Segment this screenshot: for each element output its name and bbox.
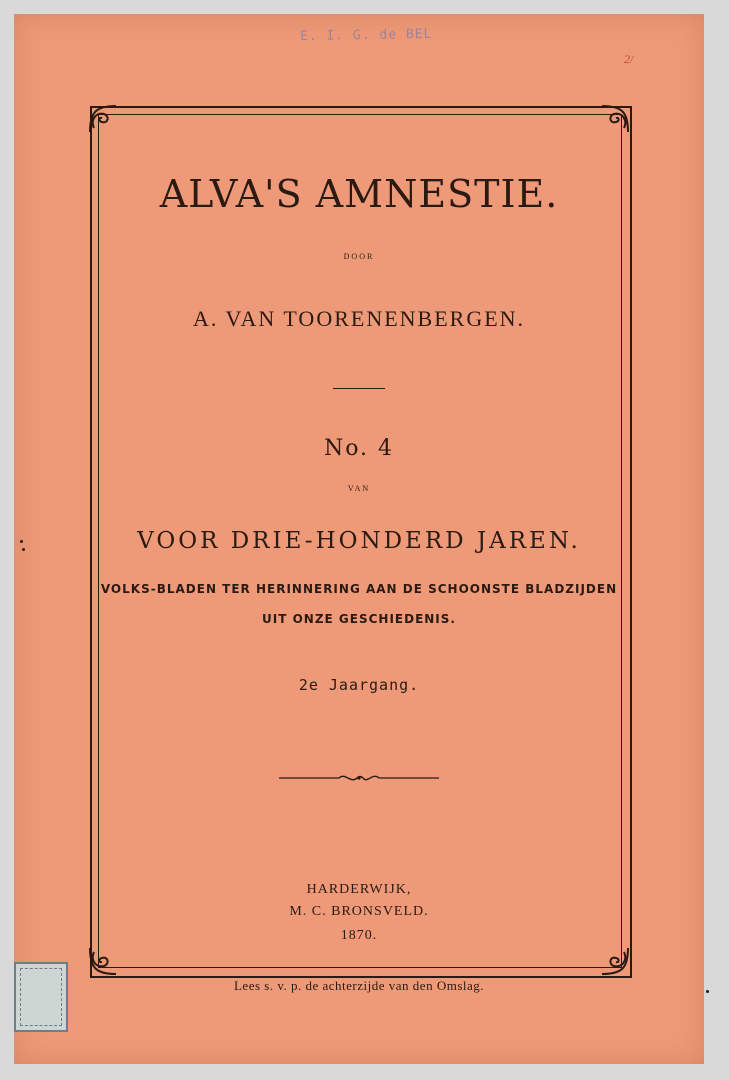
publisher-city: HARDERWIJK, (306, 882, 412, 897)
flourish-ornament-icon (279, 771, 439, 785)
issue-number: No. 4 (323, 436, 395, 461)
van-label: VAN (347, 484, 371, 493)
door-label: DOOR (343, 252, 375, 261)
library-stamp: E. I. G. de BEL (299, 26, 433, 45)
publication-year: 1870. (340, 928, 378, 943)
author-name: A. VAN TOORENENBERGEN. (192, 306, 526, 331)
corner-ornament-bottom-left-icon (86, 944, 120, 978)
pencil-note: 2/ (624, 52, 634, 66)
corner-ornament-bottom-right-icon (598, 944, 632, 978)
corner-ornament-top-left-icon (86, 102, 120, 136)
series-subtitle-line1: VOLKS-BLADEN TER HERINNERING AAN DE SCHOONSTE BLADZIJDEN (100, 582, 618, 596)
series-title: VOOR DRIE-HONDERD JAREN. (137, 528, 581, 554)
publisher-name: M. C. BRONSVELD. (289, 904, 429, 919)
series-subtitle-line2: UIT ONZE GESCHIEDENIS. (262, 612, 456, 626)
library-label-sticker (14, 962, 68, 1032)
short-divider (333, 388, 385, 389)
footer-note: Lees s. v. p. de achterzijde van den Omslag. (233, 978, 485, 993)
volume-year: 2e Jaargang. (298, 676, 420, 694)
book-title: ALVA'S AMNESTIE. (159, 172, 559, 216)
corner-ornament-top-right-icon (598, 102, 632, 136)
